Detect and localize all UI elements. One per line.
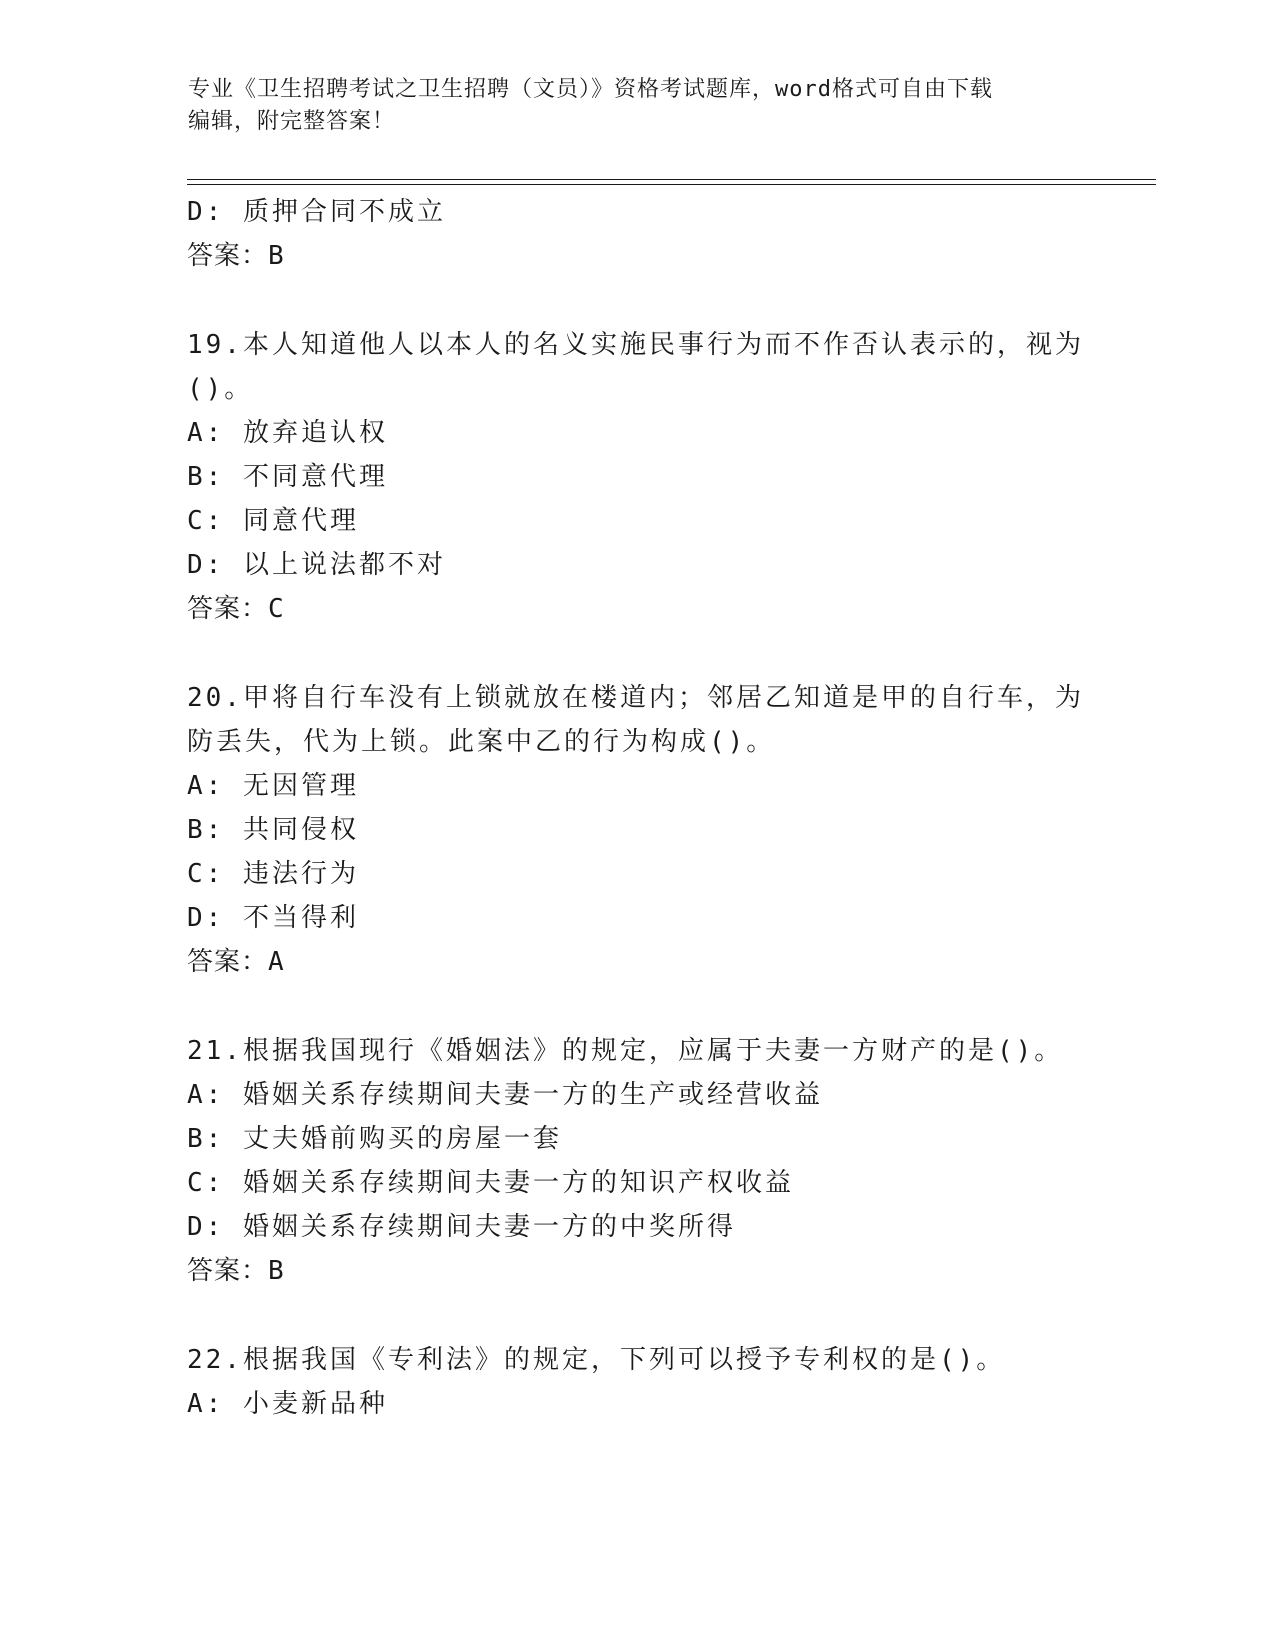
q20-question-line-1: 20.甲将自行车没有上锁就放在楼道内；邻居乙知道是甲的自行车，为: [187, 683, 1084, 713]
q18-answer: [187, 236, 285, 276]
q21-answer: [187, 1251, 285, 1291]
q20-answer: [187, 942, 285, 982]
q19-question-line-1: 19.本人知道他人以本人的名义实施民事行为而不作否认表示的，视为: [187, 330, 1084, 360]
answer-label: 答案：: [187, 947, 269, 977]
q21-option-d: D: 婚姻关系存续期间夫妻一方的中奖所得: [187, 1212, 736, 1242]
q20-question-line-2: 防丢失，代为上锁。此案中乙的行为构成()。: [187, 727, 776, 757]
header-divider: [187, 179, 1156, 185]
q19-option-b: B: 不同意代理: [187, 462, 388, 492]
answer-value: A: [268, 947, 285, 977]
q21-option-b: B: 丈夫婚前购买的房屋一套: [187, 1124, 562, 1154]
answer-label: 答案：: [187, 241, 269, 271]
q20-option-d: D: 不当得利: [187, 903, 359, 933]
header-line-1: 专业《卫生招聘考试之卫生招聘（文员）》资格考试题库，word格式可自由下载: [188, 77, 993, 102]
q20-option-a: A: 无因管理: [187, 771, 359, 801]
header-line-2: 编辑，附完整答案！: [188, 109, 396, 134]
answer-label: 答案：: [187, 1256, 269, 1286]
q19-answer: [187, 589, 285, 629]
q21-question-line-1: 21.根据我国现行《婚姻法》的规定，应属于夫妻一方财产的是()。: [187, 1036, 1064, 1066]
answer-value: C: [268, 594, 285, 624]
q20-option-c: C: 违法行为: [187, 859, 359, 889]
q19-option-c: C: 同意代理: [187, 506, 359, 536]
q20-option-b: B: 共同侵权: [187, 815, 359, 845]
q18-option-d: D: 质押合同不成立: [187, 197, 446, 227]
q22-question-line-1: 22.根据我国《专利法》的规定，下列可以授予专利权的是()。: [187, 1345, 1006, 1375]
q19-option-a: A: 放弃追认权: [187, 418, 388, 448]
q19-option-d: D: 以上说法都不对: [187, 550, 446, 580]
answer-value: B: [268, 1256, 285, 1286]
q19-question-line-2: ()。: [187, 374, 254, 404]
answer-label: 答案：: [187, 594, 269, 624]
page-header: [188, 74, 1088, 138]
answer-value: B: [268, 241, 285, 271]
q21-option-a: A: 婚姻关系存续期间夫妻一方的生产或经营收益: [187, 1080, 823, 1110]
q22-option-a: A: 小麦新品种: [187, 1389, 388, 1419]
q21-option-c: C: 婚姻关系存续期间夫妻一方的知识产权收益: [187, 1168, 794, 1198]
